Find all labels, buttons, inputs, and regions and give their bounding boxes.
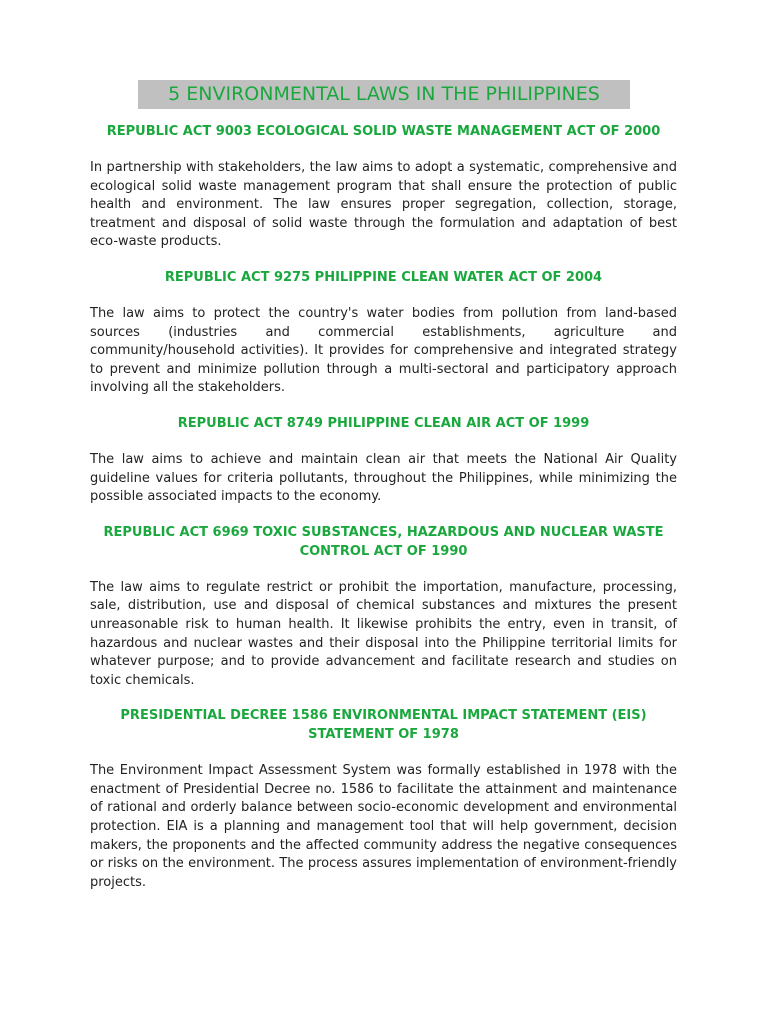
section-heading: REPUBLIC ACT 9275 PHILIPPINE CLEAN WATER ACT OF 2004 <box>164 269 603 285</box>
section-ra-6969 <box>90 523 677 691</box>
section-heading: REPUBLIC ACT 6969 TOXIC SUBSTANCES, HAZARDOUS AND NUCLEAR WASTE CONTROL ACT OF 1990 <box>103 524 664 559</box>
section-heading: REPUBLIC ACT 9003 ECOLOGICAL SOLID WASTE MANAGEMENT ACT OF 2000 <box>106 124 661 139</box>
section-paragraph: In partnership with stakeholders, the law aims to adopt a systematic, comprehensive and ecological solid waste management program that shall ensure the protection of public health and environment. The law ensures proper segregation, collection, storage, treatment and disposal of solid waste through the formulation and adaptation of best eco-waste products. <box>90 160 677 250</box>
section-ra-8749 <box>90 414 677 507</box>
section-pd-1586 <box>90 706 677 892</box>
section-heading: PRESIDENTIAL DECREE 1586 ENVIRONMENTAL IMPACT STATEMENT (EIS) STATEMENT OF 1978 <box>120 708 647 743</box>
section-ra-9003 <box>90 122 677 252</box>
section-paragraph: The Environment Impact Assessment System was formally established in 1978 with the enactment of Presidential Decree no. 1586 to facilitate the attainment and maintenance of rational and orderly balance between socio-economic development and environmental protection. EIA is a planning and management tool that will help government, decision makers, the proponents and the affected community address the negative consequences or risks on the environment. The process assures implementation of environment-friendly projects. <box>90 763 677 890</box>
section-paragraph: The law aims to regulate restrict or prohibit the importation, manufacture, processing, sale, distribution, use and disposal of chemical substances and mixtures the present unreasonable risk to human health. It likewise prohibits the entry, even in transit, of hazardous and nuclear wastes and their disposal into the Philippine territorial limits for whatever purpose; and to provide advancement and facilitate research and studies on toxic chemicals. <box>90 579 677 688</box>
document-title: 5 ENVIRONMENTAL LAWS IN THE PHILIPPINES <box>138 80 630 109</box>
section-heading: REPUBLIC ACT 8749 PHILIPPINE CLEAN AIR ACT OF 1999 <box>177 415 590 431</box>
section-paragraph: The law aims to achieve and maintain clean air that meets the National Air Quality guideline values for criteria pollutants, throughout the Philippines, while minimizing the possible associated impacts to the economy. <box>90 451 677 505</box>
document-body <box>90 122 677 908</box>
section-ra-9275 <box>90 268 677 398</box>
section-paragraph: The law aims to protect the country's water bodies from pollution from land-based sources (industries and commercial establishments, agriculture and community/household activities). It provides for comprehensive and integrated strategy to prevent and minimize pollution through a multi-sectoral and participatory approach involving all the stakeholders. <box>90 305 677 396</box>
